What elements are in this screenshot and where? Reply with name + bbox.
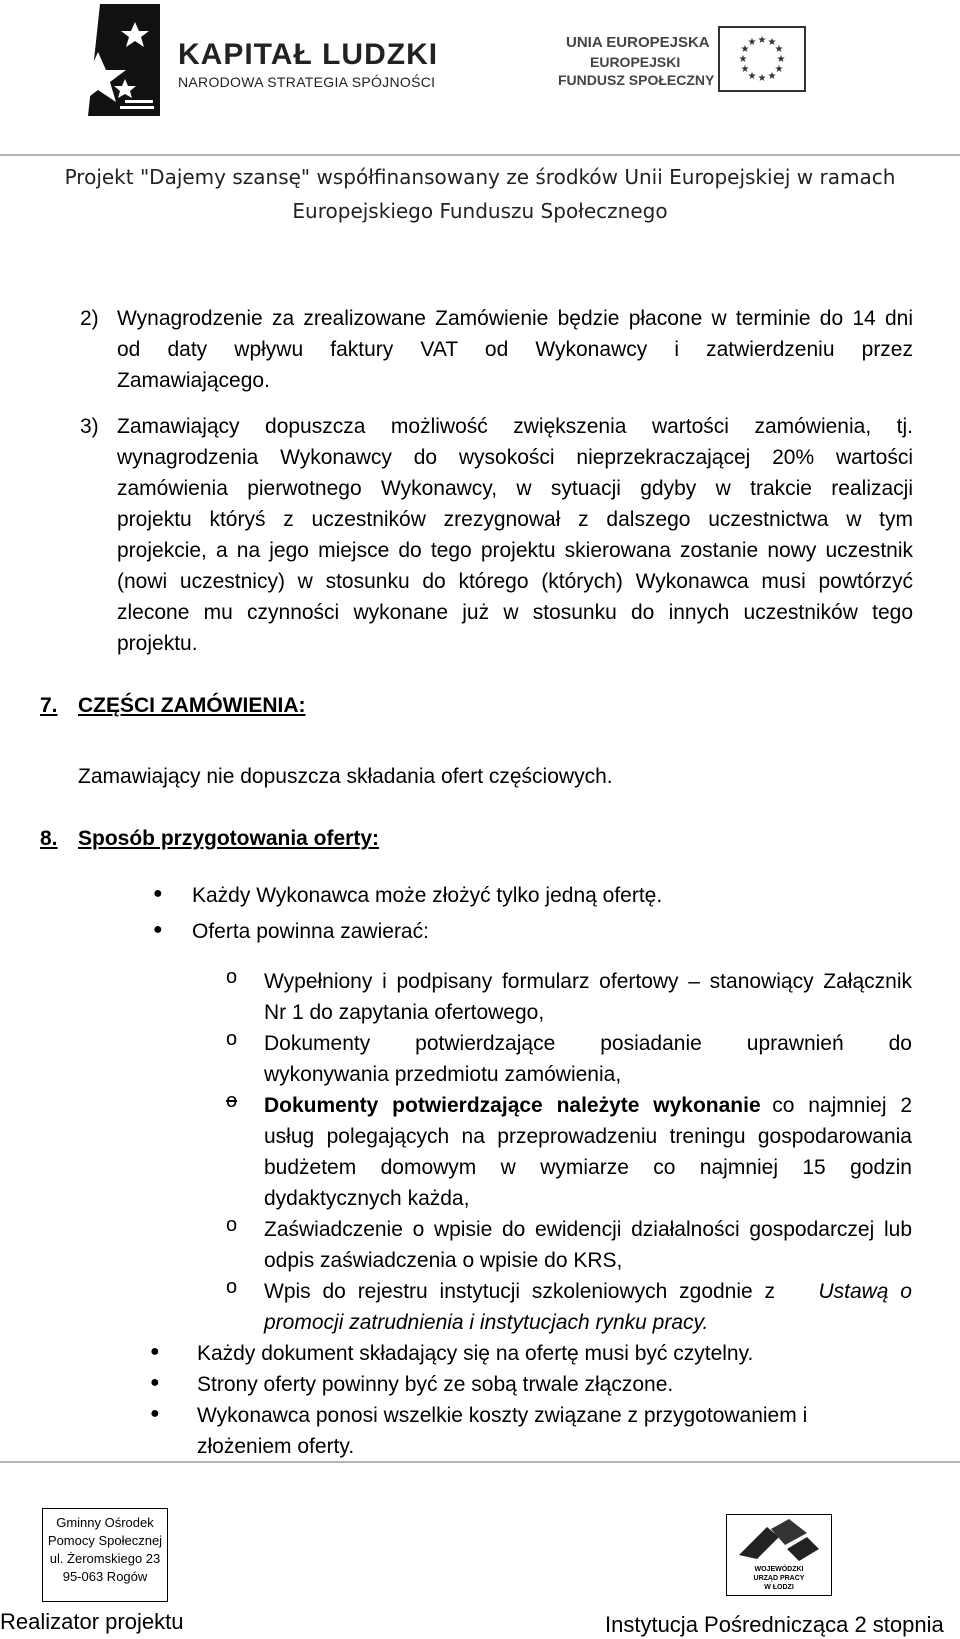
item-number-3: 3) [80,415,99,438]
svg-text:★: ★ [740,64,750,75]
sub-item-line: usług polegających na przeprowadzeniu treningu gospodarowania [264,1125,912,1148]
item-number-2: 2) [80,307,99,330]
sub-item-line: budżetem domowym w wymiarze co najmniej 15 godzin [264,1156,912,1179]
bullet: ● [150,1343,160,1360]
svg-text:★: ★ [767,37,777,48]
wup-text-line: WOJEWÓDZKI [754,1566,804,1573]
bullet-text: Oferta powinna zawierać: [192,920,429,943]
sub5-italic-text: Ustawą o [818,1280,912,1303]
svg-text:★: ★ [747,37,757,48]
p3-line: projekcie, a na jego miejsce do tego projektu skierowana zostanie nowy uczestnik [117,539,913,562]
sub-item-line: Wypełniony i podpisany formularz ofertowy – stanowiący Załącznik [264,970,912,993]
kapital-ludzki-logo [80,4,460,116]
sub3-bold-text: Dokumenty potwierdzające należyte wykonanie [264,1094,761,1117]
wup-emblem-icon [727,1515,831,1565]
sub-item-line: Zaświadczenie o wpisie do ewidencji działalności gospodarczej lub [264,1218,912,1241]
intermediate-body-caption: Instytucja Pośrednicząca 2 stopnia [605,1612,944,1637]
sub-bullet: o [226,1276,238,1298]
svg-text:★: ★ [767,71,777,82]
sub-item-line: wykonywania przedmiotu zamówienia, [264,1063,622,1086]
bullet: ● [153,885,163,902]
svg-text:★: ★ [776,54,786,65]
bullet-text: Każdy Wykonawca może złożyć tylko jedną ofertę. [192,884,663,907]
wup-text-line: URZĄD PRACY [753,1575,805,1582]
address-line: Pomocy Społecznej [47,1533,163,1548]
p3-line: zlecone mu czynności wykonane już w stosunku do innych uczestników tego [117,601,913,624]
svg-text:★: ★ [774,44,784,55]
p2-line: Zamawiającego. [117,369,270,392]
svg-text:★: ★ [747,71,757,82]
bullet: ● [150,1374,160,1391]
eu-logo [558,32,818,102]
sub-item-line [264,1090,912,1121]
svg-text:★: ★ [740,44,750,55]
section-7-title: CZĘŚCI ZAMÓWIENIA: [78,694,306,717]
sub-bullet-struck: o [226,1090,238,1112]
sub-item-line: Nr 1 do zapytania ofertowego, [264,1001,545,1024]
p3-line: (nowi uczestnicy) w stosunku do którego (których) Wykonawca musi powtórzyć [117,570,913,593]
address-line: 95-063 Rogów [62,1569,148,1584]
eu-flag-icon [718,26,806,92]
p3-line: projektu któryś z uczestników zrezygnował z dalszego uczestnictwa w tym [117,508,913,531]
p2-line: od daty wpływu faktury VAT od Wykonawcy i zatwierdzeniu przez [117,338,913,361]
sub-bullet: o [226,1028,238,1050]
implementer-caption: Realizator projektu [0,1609,184,1634]
logo-right-line3: FUNDUSZ SPOŁECZNY [558,72,715,88]
header-rule [0,154,960,156]
sub-item-line: promocji zatrudnienia i instytucjach rynku pracy. [264,1311,709,1334]
sub-bullet: o [226,966,238,988]
bullet: ● [150,1405,160,1422]
section-7-number: 7. [40,694,58,717]
implementer-address-box [42,1508,168,1602]
sub-item-line: odpis zaświadczenia o wpisie do KRS, [264,1249,623,1272]
bullet: ● [153,921,163,938]
p3-line: projektu. [117,632,198,655]
wup-text-line: W ŁODZI [764,1584,794,1591]
svg-text:★: ★ [738,54,748,65]
bullet-text: Wykonawca ponosi wszelkie koszty związane z przygotowaniem i [197,1404,808,1427]
sub-item-line [264,1276,912,1307]
logo-left-subtitle: NARODOWA STRATEGIA SPÓJNOŚCI [178,74,436,90]
p2-line: Wynagrodzenie za zrealizowane Zamówienie będzie płacone w terminie do 14 dni [117,307,913,330]
svg-text:★: ★ [757,73,767,84]
address-line: ul. Żeromskiego 23 [49,1551,161,1566]
svg-text:★: ★ [774,64,784,75]
wup-logo [726,1514,832,1596]
p3-line: wynagrodzenia Wykonawcy do wysokości nieprzekraczającej 20% wartości [117,446,913,469]
address-line: Gminny Ośrodek [56,1515,154,1530]
p3-line: zamówienia pierwotnego Wykonawcy, w sytuacji gdyby w trakcie realizacji [117,477,913,500]
project-line-2: Europejskiego Funduszu Społecznego [292,199,668,223]
bullet-text: Strony oferty powinny być ze sobą trwale złączone. [197,1373,674,1396]
svg-text:★: ★ [757,35,767,46]
footer-rule [0,1461,960,1463]
section-8-number: 8. [40,827,58,850]
sub-item-line: Dokumenty potwierdzające posiadanie uprawnień do [264,1032,912,1055]
sub3-rest-text: co najmniej 2 [772,1094,912,1117]
sub-item-line: dydaktycznych każda, [264,1187,470,1210]
logo-left-title: KAPITAŁ LUDZKI [178,38,439,71]
logo-right-line2: EUROPEJSKI [590,54,681,70]
bullet-text: złożeniem oferty. [197,1435,355,1458]
bullet-text: Każdy dokument składający się na ofertę musi być czytelny. [197,1342,754,1365]
sub-bullet: o [226,1214,238,1236]
kapital-ludzki-emblem [80,4,160,116]
section-8-title: Sposób przygotowania oferty: [78,827,380,850]
section-7-text: Zamawiający nie dopuszcza składania ofert częściowych. [78,765,613,788]
project-line-1: Projekt "Dajemy szansę" współfinansowany ze środków Unii Europejskiej w ramach [64,165,896,189]
p3-line: Zamawiający dopuszcza możliwość zwiększenia wartości zamówienia, tj. [117,415,913,438]
sub5-text: Wpis do rejestru instytucji szkoleniowych zgodnie z [264,1280,776,1303]
logo-right-line1: UNIA EUROPEJSKA [566,34,710,51]
